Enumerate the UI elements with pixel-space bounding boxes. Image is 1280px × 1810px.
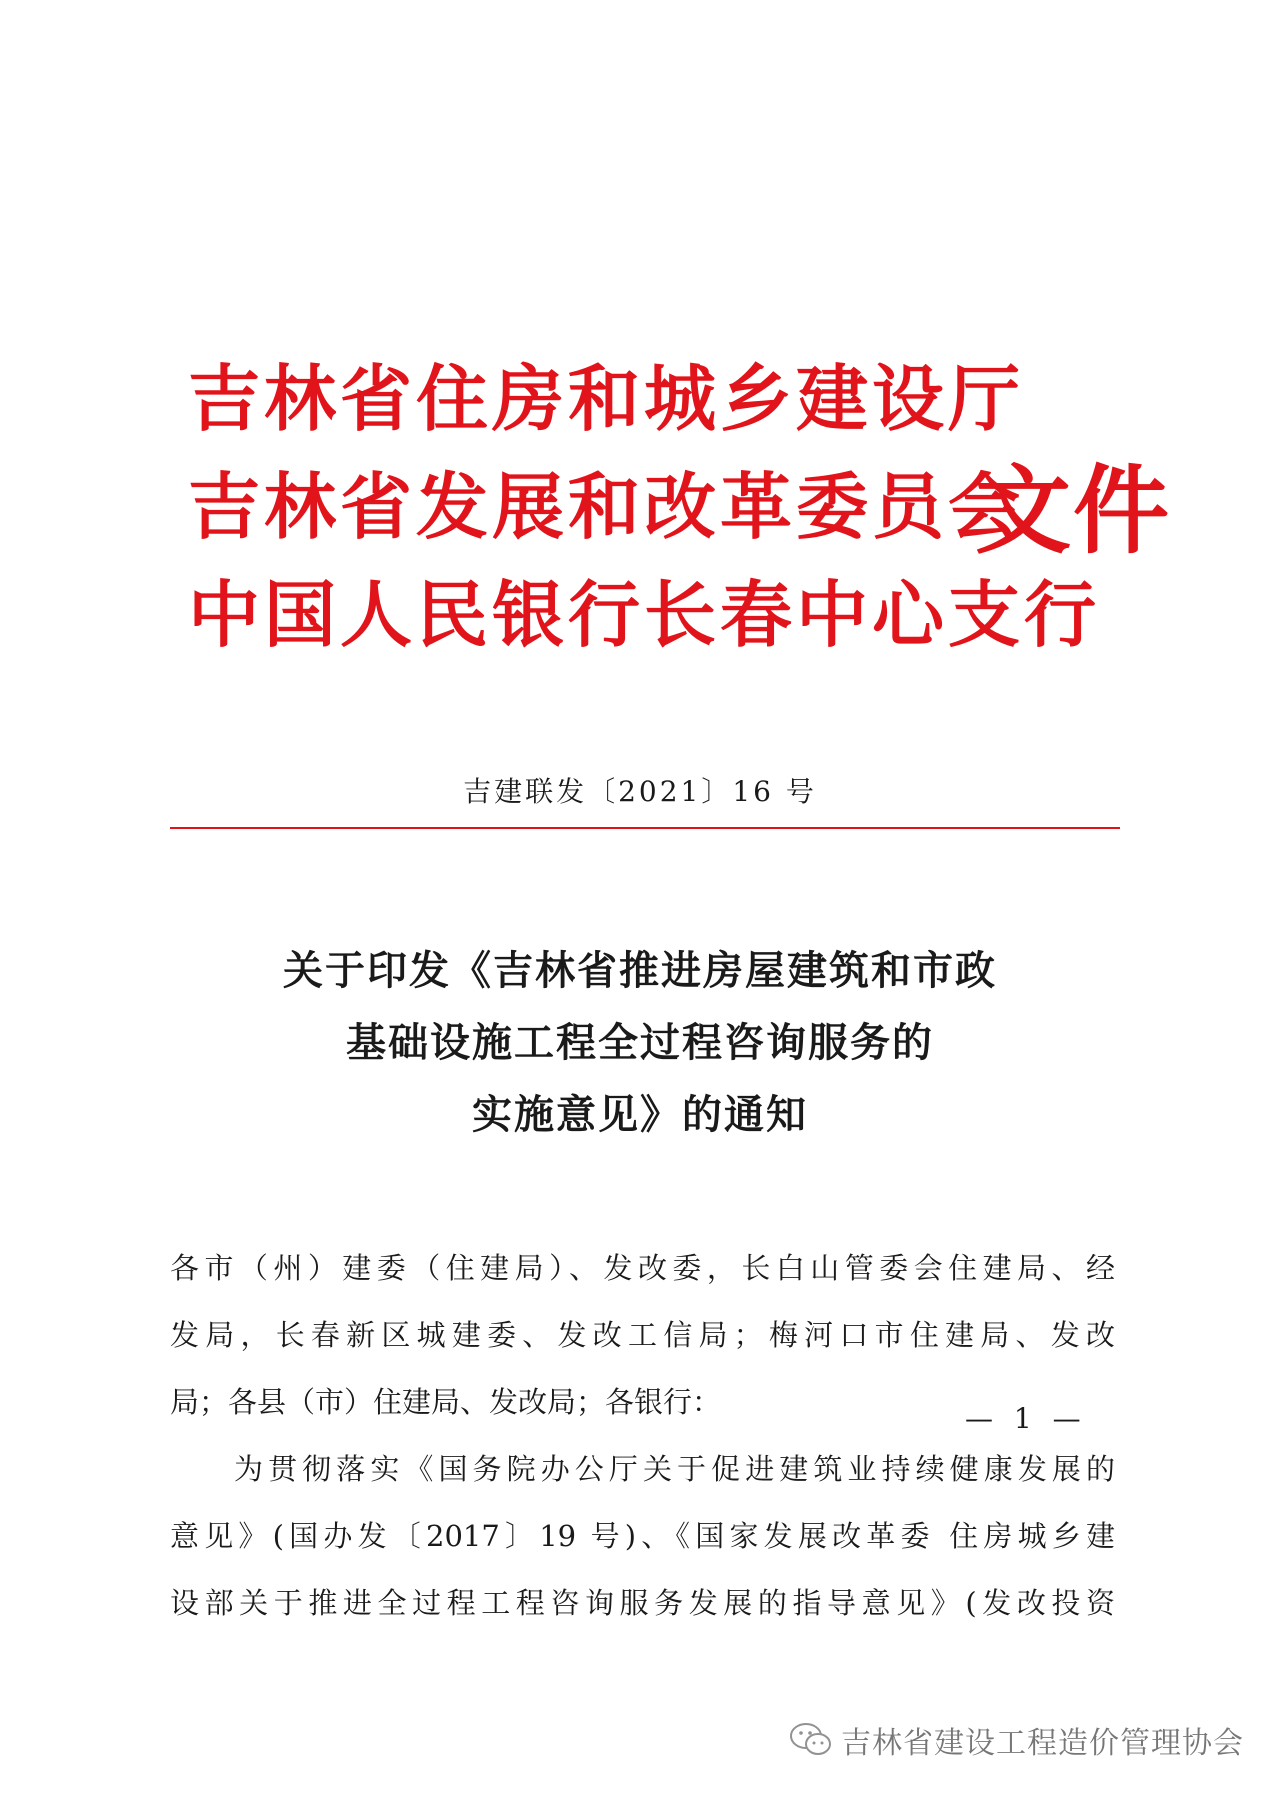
- paragraph-line: 意见》(国办发〔2017〕19 号)、《国家发展改革委 住房城乡建: [170, 1519, 1115, 1553]
- red-divider: [170, 827, 1120, 829]
- addressee-line: 各市（州）建委（住建局）、发改委，长白山管委会住建局、经: [170, 1251, 1115, 1285]
- addressee-line: 局；各县（市）住建局、发改局；各银行：: [170, 1385, 722, 1419]
- page-number: — 1 —: [965, 1402, 1087, 1435]
- watermark-text: 吉林省建设工程造价管理协会: [841, 1726, 1244, 1761]
- title-line: 关于印发《吉林省推进房屋建筑和市政: [283, 947, 997, 994]
- paragraph-line: 设部关于推进全过程工程咨询服务发展的指导意见》(发改投资: [170, 1586, 1115, 1620]
- document-number: 吉建联发〔2021〕16 号: [463, 775, 817, 808]
- title-line: 基础设施工程全过程咨询服务的: [346, 1019, 934, 1066]
- wechat-watermark: [789, 1718, 1244, 1762]
- document-kind-label: 文件: [975, 454, 1171, 567]
- title-line: 实施意见》的通知: [472, 1091, 808, 1138]
- document-body: [170, 1235, 1115, 1637]
- addressee-line: 发局，长春新区城建委、发改工信局；梅河口市住建局、发改: [170, 1318, 1115, 1352]
- issuer-line: 中国人民银行长春中心支行: [188, 572, 1101, 657]
- issuer-line: 吉林省住房和城乡建设厅: [188, 356, 1025, 441]
- document-title: [0, 935, 1280, 1151]
- paragraph-line: 为贯彻落实《国务院办公厅关于促进建筑业持续健康发展的: [234, 1452, 1115, 1486]
- issuer-line: 吉林省发展和改革委员会: [188, 464, 1025, 549]
- wechat-icon: [789, 1722, 833, 1758]
